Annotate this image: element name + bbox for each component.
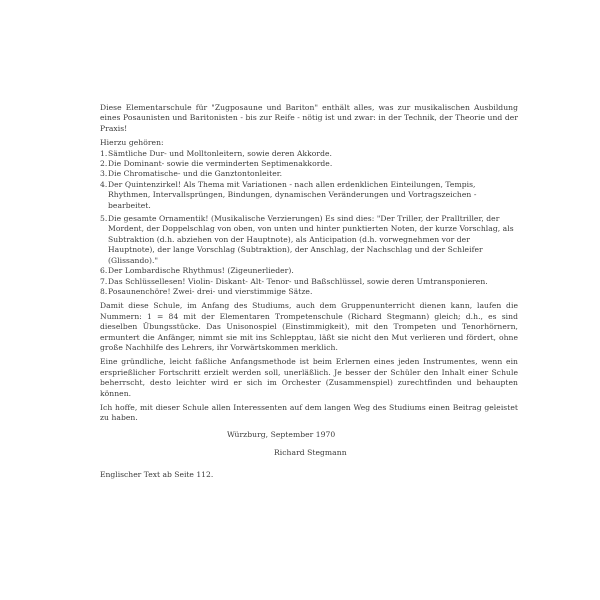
closing-paragraph: Ich hoffe, mit dieser Schule allen Interessenten auf dem langen Weg des Studiums einen Beitrag geleistet zu haben. (100, 402, 518, 423)
list-item: 7. Das Schlüssellesen! Violin- Diskant- Alt- Tenor- und Baßschlüssel, sowie deren Umtransponieren. (100, 276, 488, 286)
list-item: 4. Der Quintenzirkel! Als Thema mit Variationen - nach allen erdenklichen Einteilungen, Tempis, Rhythmen, Intervallsprüngen, Bindungen, dynamischen Veränderungen und Vortragszeichen - bearbeitet. (100, 179, 477, 210)
list-item: 3. Die Chromatische- und die Ganztontonleiter. (100, 169, 283, 179)
list-item: 1. Sämtliche Dur- und Molltonleitern, sowie deren Akkorde. (100, 148, 332, 158)
preface-page (100, 103, 518, 459)
group-lesson-paragraph: Damit diese Schule, im Anfang des Studiums, auch dem Gruppenunterricht dienen kann, laufen die Nummern: 1 = 84 mit der Elementaren Trompetenschule (Richard Stegmann) gleich; d.h., es sind dieselben Übungsstücke. Das Unisonospiel (Einstimmigkeit), mit den Trompeten und Tenorhörnern, ermuntert die Anfänger, nimmt sie mit ins Schlepptau, läßt sie nicht den Mut verlieren und fördert, ohne große Nachhilfe des Lehrers, ihr Vorwärtskommen merklich. (100, 301, 518, 352)
contents-list (100, 149, 518, 298)
list-item: 5. Die gesamte Ornamentik! (Musikalische Verzierungen) Es sind dies: "Der Triller, der Pralltriller, der Mordent, der Doppelschlag von oben, von unten und hinter punktierten Noten, der kurze Vorschlag, als Subtraktion (d.h. abziehen von der Hauptnote), als Anticipation (d.h. vorwegnehmen vor der Hauptnote), der lange Vorschlag (Subtraktion), der Anschlag, der Nachschlag und der Schleifer (Glissando)." (100, 214, 514, 265)
list-heading: Hierzu gehören: (100, 138, 164, 148)
list-item: 6. Der Lombardische Rhythmus! (Zigeunerlieder). (100, 266, 294, 276)
method-paragraph: Eine gründliche, leicht faßliche Anfangsmethode ist beim Erlernen eines jeden Instrumentes, wenn ein ersprießlicher Fortschritt erzielt werden soll, unerläßlich. Je besser der Schüler den Inhalt einer Schule beherrscht, desto leichter wird er sich im Orchester (Zusammenspiel) zurechtfinden und behaupten können. (100, 357, 518, 398)
list-item: 8. Posaunenchöre! Zwei- drei- und vierstimmige Sätze. (100, 286, 313, 296)
place-date: Würzburg, September 1970 (227, 429, 336, 439)
list-item: 2. Die Dominant- sowie die verminderten Septimenakkorde. (100, 159, 333, 169)
english-text-note: Englischer Text ab Seite 112. (100, 470, 214, 479)
intro-paragraph: Diese Elementarschule für "Zugposaune und Bariton" enthält alles, was zur musikalischen Ausbildung eines Posaunisten und Baritonisten - bis zur Reife - nötig ist und zwar: in der Technik, der Theorie und der Praxis! (100, 103, 518, 133)
author-signature: Richard Stegmann (274, 448, 347, 458)
